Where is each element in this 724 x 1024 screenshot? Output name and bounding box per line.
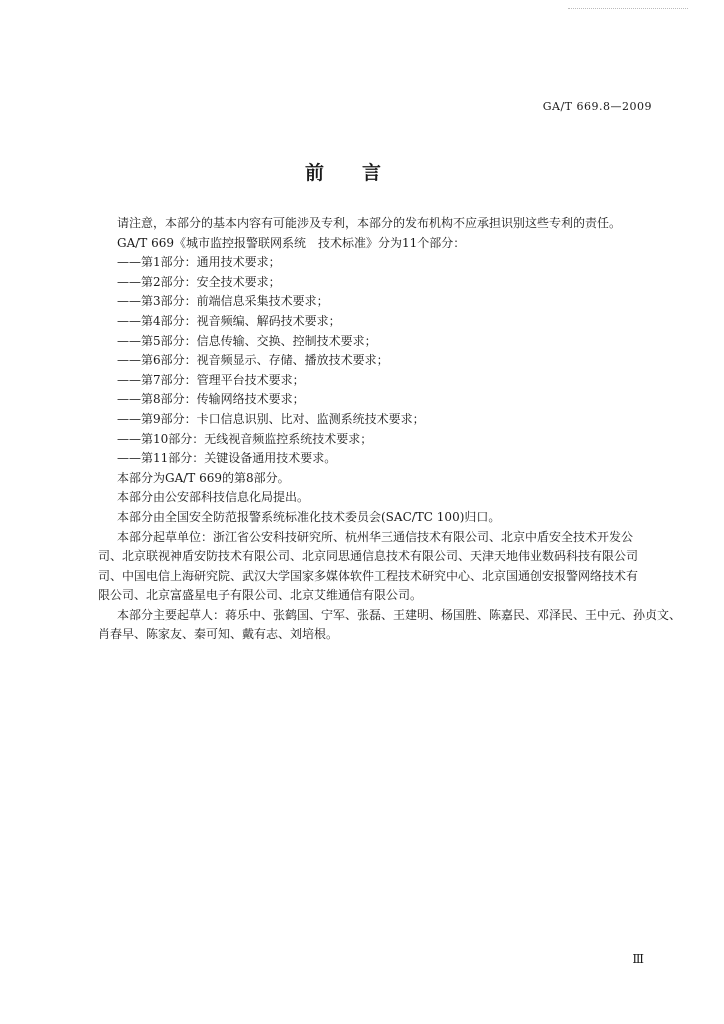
this-part-statement: 本部分为GA/T 669的第8部分。 (117, 470, 290, 485)
page-number: Ⅲ (632, 952, 644, 966)
part-item: ——第9部分：卡口信息识别、比对、监测系统技术要求； (117, 411, 425, 426)
proposed-by-statement: 本部分由公安部科技信息化局提出。 (117, 490, 310, 505)
managed-by-statement: 本部分由全国安全防范报警系统标准化技术委员会(SAC/TC 100)归口。 (117, 509, 501, 524)
drafting-units: 本部分起草单位：浙江省公安科技研究所、杭州华三通信技术有限公司、北京中盾安全技术开发公 (117, 529, 634, 544)
part-item: ——第5部分：信息传输、交换、控制技术要求； (117, 333, 377, 348)
drafters-continued: 肖春早、陈家友、秦可知、戴有志、刘培根。 (98, 627, 339, 642)
foreword-body (98, 214, 682, 645)
page-title: 前言 (304, 162, 419, 184)
part-item: ——第7部分：管理平台技术要求； (117, 372, 305, 387)
drafting-units-continued: 司、中国电信上海研究院、武汉大学国家多媒体软件工程技术研究中心、北京国通创安报警网络技术有 (98, 568, 639, 583)
part-item: ——第10部分：无线视音频监控系统技术要求； (117, 431, 373, 446)
part-item: ——第4部分：视音频编、解码技术要求； (117, 313, 341, 328)
part-item: ——第11部分：关键设备通用技术要求。 (117, 451, 337, 466)
drafting-units-continued: 限公司、北京富盛星电子有限公司、北京艾维通信有限公司。 (98, 588, 423, 603)
part-item: ——第6部分：视音频显示、存储、播放技术要求； (117, 353, 389, 368)
part-item: ——第8部分：传输网络技术要求； (117, 392, 305, 407)
scan-artifact (568, 8, 688, 13)
patent-notice: 请注意，本部分的基本内容有可能涉及专利，本部分的发布机构不应承担识别这些专利的责任。 (117, 216, 622, 230)
drafters: 本部分主要起草人：蒋乐中、张鹤国、宁军、张磊、王建明、杨国胜、陈嘉民、邓泽民、王中元、孙贞文、 (117, 607, 682, 622)
standard-code: GA/T 669.8—2009 (542, 100, 652, 113)
part-item: ——第1部分：通用技术要求； (117, 255, 281, 270)
part-item: ——第2部分：安全技术要求； (117, 274, 281, 289)
parts-intro: GA/T 669《城市监控报警联网系统 技术标准》分为11个部分： (117, 235, 466, 250)
part-item: ——第3部分：前端信息采集技术要求； (117, 294, 329, 309)
drafting-units-continued: 司、北京联视神盾安防技术有限公司、北京同思通信息技术有限公司、天津天地伟业数码科技有限公司 (98, 549, 639, 564)
